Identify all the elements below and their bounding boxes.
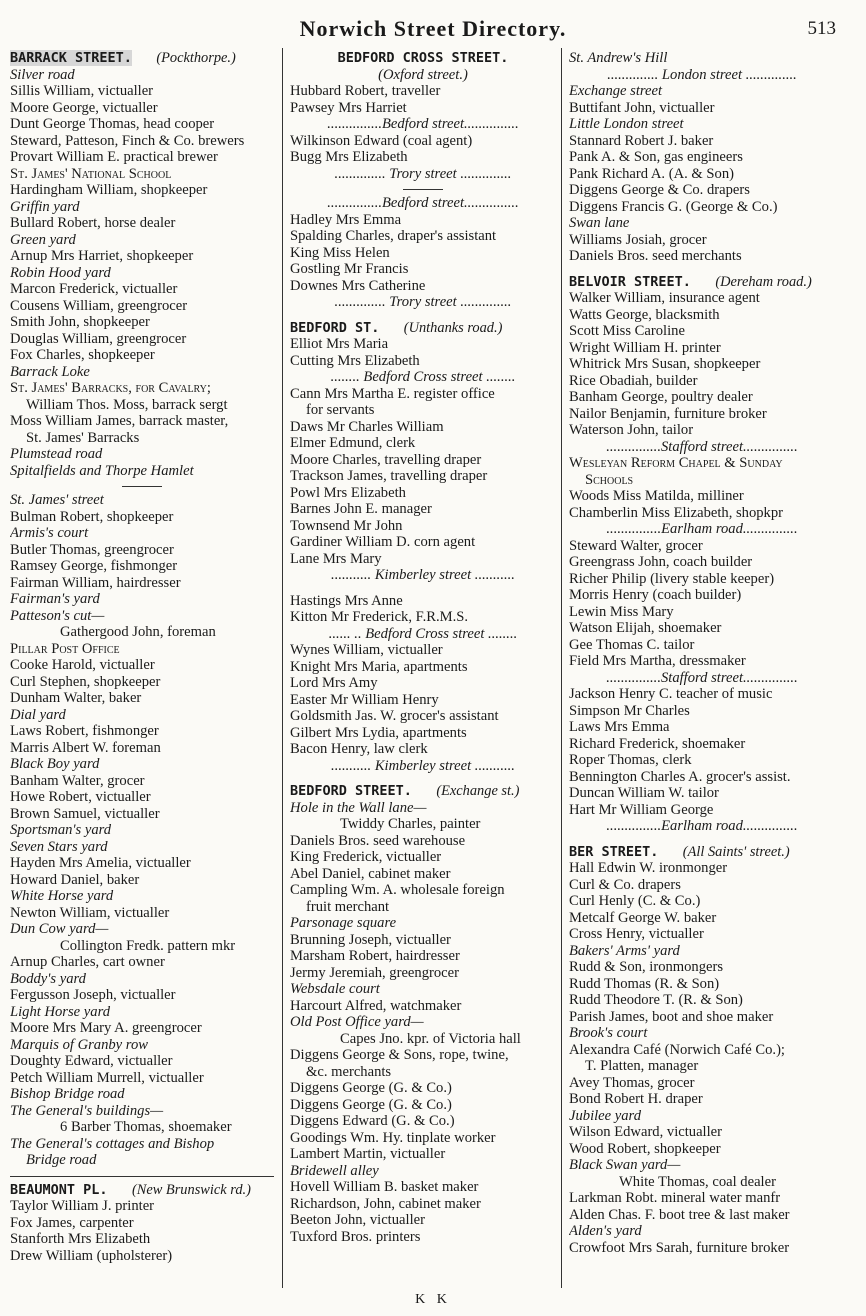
directory-entry: Brunning Joseph, victualler <box>290 931 451 948</box>
street-locality: (Pockthorpe.) <box>156 50 236 66</box>
cross-street-marker: ...............Bedford street............... <box>327 116 519 132</box>
directory-entry: Bacon Henry, law clerk <box>290 741 428 757</box>
directory-entry: Simpson Mr Charles <box>569 702 690 719</box>
location-subheading: White Horse yard <box>10 888 114 904</box>
directory-entry: Pawsey Mrs Harriet <box>290 99 407 116</box>
directory-entry: Buttifant John, victualler <box>569 99 715 116</box>
location-subheading: Griffin yard <box>10 198 80 215</box>
section-gap <box>569 835 835 844</box>
directory-entry: Fox Charles, shopkeeper <box>10 347 155 363</box>
directory-entry: Morris Henry (coach builder) <box>569 587 742 603</box>
directory-entry: Pillar Post Office <box>10 640 120 657</box>
directory-entry: Cousens William, greengrocer <box>10 297 188 314</box>
page-header <box>8 16 858 44</box>
directory-entry: Crowfoot Mrs Sarah, furniture broker <box>569 1239 790 1256</box>
directory-entry: Alden Chas. F. boot tree & last maker <box>569 1206 790 1223</box>
directory-entry: Capes Jno. kpr. of Victoria hall <box>340 1030 521 1047</box>
cross-street-marker: .............. Trory street .............. <box>334 294 512 310</box>
location-subheading: Alden's yard <box>569 1223 642 1239</box>
directory-entry: Steward, Patteson, Finch & Co. brewers <box>10 132 245 149</box>
cross-street-marker: .............. Trory street .............. <box>334 165 512 182</box>
directory-entry: Lewin Miss Mary <box>569 603 674 620</box>
directory-entry: Ramsey George, fishmonger <box>10 558 178 574</box>
location-subheading: Brook's court <box>569 1025 648 1041</box>
directory-entry: Scott Miss Caroline <box>569 323 685 339</box>
directory-entry: Avey Thomas, grocer <box>569 1074 695 1091</box>
directory-entry: Gathergood John, foreman <box>60 624 216 640</box>
directory-entry: Marcon Frederick, victualler <box>10 281 178 297</box>
directory-entry: Sillis William, victualler <box>10 83 154 99</box>
directory-entry: Walker William, insurance agent <box>569 290 760 306</box>
directory-entry: Laws Robert, fishmonger <box>10 723 159 739</box>
directory-entry: Curl Henly (C. & Co.) <box>569 893 701 909</box>
directory-entry: Schools <box>585 471 634 488</box>
directory-entry: Whitrick Mrs Susan, shopkeeper <box>569 356 761 372</box>
directory-entry: Marris Albert W. foreman <box>10 739 161 756</box>
directory-entry: Pank A. & Son, gas engineers <box>569 149 743 165</box>
location-subheading: Spitalfields and Thorpe Hamlet <box>10 462 194 479</box>
cross-street-marker: ........... Kimberley street ........... <box>331 567 515 583</box>
location-subheading: Black Boy yard <box>10 756 100 772</box>
directory-entry: Pank Richard A. (A. & Son) <box>569 165 734 182</box>
directory-entry: Moss William James, barrack master, <box>10 413 229 429</box>
directory-entry: Arnup Charles, cart owner <box>10 954 165 970</box>
street-name: BELVOIR STREET. <box>569 273 691 290</box>
directory-entry: 6 Barber Thomas, shoemaker <box>60 1119 232 1135</box>
street-heading <box>290 320 556 337</box>
directory-entry: King Miss Helen <box>290 244 390 261</box>
directory-entry: Tuxford Bros. printers <box>290 1228 421 1245</box>
directory-entry: Hayden Mrs Amelia, victualler <box>10 855 191 871</box>
directory-entry: Elmer Edmund, clerk <box>290 435 416 451</box>
directory-entry: Cooke Harold, victualler <box>10 657 155 673</box>
directory-entry: Richardson, John, cabinet maker <box>290 1195 481 1212</box>
directory-entry: Fairman William, hairdresser <box>10 574 181 591</box>
directory-entry: Goodings Wm. Hy. tinplate worker <box>290 1129 496 1146</box>
directory-entry: Gee Thomas C. tailor <box>569 636 695 653</box>
location-subheading: Bakers' Arms' yard <box>569 942 680 959</box>
directory-entry: Hastings Mrs Anne <box>290 592 403 609</box>
directory-entry: King Frederick, victualler <box>290 849 442 865</box>
directory-entry: Fergusson Joseph, victualler <box>10 987 176 1003</box>
directory-entry: Lord Mrs Amy <box>290 675 378 691</box>
location-subheading: Jubilee yard <box>569 1107 641 1124</box>
directory-entry: Campling Wm. A. wholesale foreign <box>290 882 505 898</box>
directory-entry: Howe Robert, victualler <box>10 789 151 805</box>
section-divider <box>403 189 443 190</box>
directory-entry: Hardingham William, shopkeeper <box>10 182 208 198</box>
directory-entry: Harcourt Alfred, watchmaker <box>290 997 462 1014</box>
directory-entry: Watts George, blacksmith <box>569 306 720 323</box>
column-divider <box>282 48 283 1288</box>
directory-entry: Provart William E. practical brewer <box>10 149 218 165</box>
directory-entry: Wesleyan Reform Chapel & Sunday <box>569 455 783 471</box>
location-subheading: Sportsman's yard <box>10 822 112 838</box>
directory-entry: Stannard Robert J. baker <box>569 132 714 149</box>
directory-entry: Dunt George Thomas, head cooper <box>10 116 215 132</box>
directory-entry: St. James' National School <box>10 165 172 182</box>
directory-entry: Cutting Mrs Elizabeth <box>290 352 420 369</box>
page-number: 513 <box>807 18 836 39</box>
location-subheading: Green yard <box>10 231 76 248</box>
directory-entry: Hart Mr William George <box>569 801 714 818</box>
directory-entry: Diggens Francis G. (George & Co.) <box>569 198 778 215</box>
directory-entry: Daws Mr Charles William <box>290 418 444 435</box>
directory-entry: Banham George, poultry dealer <box>569 389 753 405</box>
directory-entry: Bulman Robert, shopkeeper <box>10 508 174 525</box>
page-title: Norwich Street Directory. <box>299 16 567 41</box>
directory-entry: Moore George, victualler <box>10 99 158 116</box>
location-subheading: Fairman's yard <box>10 591 100 607</box>
street-heading <box>569 274 835 291</box>
location-subheading: Little London street <box>569 116 684 132</box>
directory-entry: Bennington Charles A. grocer's assist. <box>569 768 791 785</box>
directory-entry: Diggens Edward (G. & Co.) <box>290 1113 455 1129</box>
street-locality: (New Brunswick rd.) <box>131 1181 251 1198</box>
cross-street-marker: ...............Bedford street............... <box>327 195 519 211</box>
directory-entry: Trackson James, travelling draper <box>290 468 488 484</box>
street-locality: (All Saints' street.) <box>682 843 790 860</box>
location-subheading: Black Swan yard— <box>569 1157 681 1173</box>
directory-entry: Butler Thomas, greengrocer <box>10 541 174 558</box>
directory-entry: Curl & Co. drapers <box>569 876 681 893</box>
section-gap <box>290 311 556 320</box>
directory-entry: Brown Samuel, victualler <box>10 805 160 822</box>
street-heading <box>569 844 835 861</box>
directory-entry: Townsend Mr John <box>290 517 403 534</box>
directory-entry: Gilbert Mrs Lydia, apartments <box>290 724 467 741</box>
directory-entry: Collington Fredk. pattern mkr <box>60 937 236 954</box>
directory-entry: Goldsmith Jas. W. grocer's assistant <box>290 708 499 724</box>
location-subheading: Dun Cow yard— <box>10 921 109 937</box>
directory-entry: Parish James, boot and shoe maker <box>569 1008 774 1025</box>
directory-entry: Lambert Martin, victualler <box>290 1146 446 1162</box>
location-subheading: Patteson's cut— <box>10 607 105 624</box>
directory-entry: Banham Walter, grocer <box>10 772 145 789</box>
directory-entry: Daniels Bros. seed warehouse <box>290 832 466 849</box>
directory-entry: Metcalf George W. baker <box>569 909 717 926</box>
street-name: BEDFORD CROSS STREET. <box>337 50 509 66</box>
directory-entry: Bugg Mrs Elizabeth <box>290 149 408 165</box>
location-subheading: Armis's court <box>10 525 89 541</box>
directory-entry: Arnup Mrs Harriet, shopkeeper <box>10 248 194 264</box>
directory-entry: Douglas William, greengrocer <box>10 330 187 347</box>
directory-entry: Diggens George & Sons, rope, twine, <box>290 1047 509 1063</box>
directory-entry: Diggens George (G. & Co.) <box>290 1080 452 1096</box>
directory-entry: Diggens George & Co. drapers <box>569 182 750 198</box>
location-subheading: (Oxford street.) <box>378 66 468 83</box>
directory-entry: Knight Mrs Maria, apartments <box>290 658 468 675</box>
directory-entry: Bullard Robert, horse dealer <box>10 215 176 231</box>
directory-entry: Diggens George (G. & Co.) <box>290 1096 452 1113</box>
directory-entry: Dunham Walter, baker <box>10 690 142 706</box>
directory-entry: St. James' Barracks <box>26 429 140 446</box>
directory-entry: Alexandra Café (Norwich Café Co.); <box>569 1041 785 1058</box>
directory-entry: Rice Obadiah, builder <box>569 372 698 389</box>
location-subheading: Parsonage square <box>290 915 397 931</box>
street-name: BER STREET. <box>569 843 659 860</box>
directory-entry: Daniels Bros. seed merchants <box>569 248 742 264</box>
cross-street-marker: ........... Kimberley street ........... <box>331 757 515 774</box>
section-divider <box>10 1176 274 1177</box>
directory-entry: Waterson John, tailor <box>569 422 694 438</box>
directory-entry: Hadley Mrs Emma <box>290 211 402 228</box>
cross-street-marker: ...............Earlham road............... <box>606 818 798 834</box>
street-heading <box>10 50 274 67</box>
location-subheading: Seven Stars yard <box>10 838 108 855</box>
directory-entry: Doughty Edward, victualler <box>10 1053 173 1069</box>
street-name: BARRACK STREET. <box>10 50 132 66</box>
directory-entry: Cann Mrs Martha E. register office <box>290 385 495 402</box>
location-subheading: Silver road <box>10 66 75 83</box>
directory-entry: St. James' Barracks, for Cavalry; <box>10 380 211 396</box>
column-right <box>569 50 835 1256</box>
street-name: BEDFORD ST. <box>290 319 380 336</box>
directory-entry: Downes Mrs Catherine <box>290 277 426 294</box>
street-heading <box>10 1182 274 1199</box>
directory-entry: Gostling Mr Francis <box>290 261 409 277</box>
directory-entry: Wright William H. printer <box>569 339 721 356</box>
cross-street-marker: ...............Stafford street............... <box>606 438 798 455</box>
directory-entry: Moore Mrs Mary A. greengrocer <box>10 1020 202 1036</box>
directory-entry: Abel Daniel, cabinet maker <box>290 865 451 882</box>
location-subheading: St. Andrew's Hill <box>569 50 668 66</box>
directory-entry: Wynes William, victualler <box>290 642 443 658</box>
directory-entry: Twiddy Charles, painter <box>340 816 481 832</box>
directory-entry: Williams Josiah, grocer <box>569 231 707 248</box>
signature-mark: K K <box>415 1292 451 1307</box>
directory-entry: Smith John, shopkeeper <box>10 314 150 330</box>
location-subheading: Old Post Office yard— <box>290 1014 424 1030</box>
street-locality: (Unthanks road.) <box>403 319 503 336</box>
column-middle <box>290 50 556 1245</box>
directory-entry: Curl Stephen, shopkeeper <box>10 673 161 690</box>
directory-entry: Field Mrs Martha, dressmaker <box>569 653 746 669</box>
directory-entry: Chamberlin Miss Elizabeth, shopkpr <box>569 504 784 521</box>
directory-entry: Richard Frederick, shoemaker <box>569 735 746 752</box>
directory-entry: Rudd & Son, ironmongers <box>569 959 724 975</box>
location-subheading: Plumstead road <box>10 446 103 462</box>
directory-entry: Fox James, carpenter <box>10 1214 134 1231</box>
directory-entry: Hovell William B. basket maker <box>290 1179 479 1195</box>
directory-entry: Kitton Mr Frederick, F.R.M.S. <box>290 609 469 625</box>
directory-entry: Steward Walter, grocer <box>569 537 703 554</box>
directory-entry: Elliot Mrs Maria <box>290 336 389 352</box>
cross-street-marker: ...... .. Bedford Cross street ........ <box>328 625 518 642</box>
directory-entry: Gardiner William D. corn agent <box>290 534 476 550</box>
directory-entry: Laws Mrs Emma <box>569 719 670 735</box>
location-subheading: Hole in the Wall lane— <box>290 799 427 816</box>
cross-street-marker: .............. London street .............. <box>607 66 797 83</box>
street-heading <box>290 783 556 800</box>
cross-street-marker: ...............Stafford street............... <box>606 669 798 686</box>
directory-entry: Drew William (upholsterer) <box>10 1247 173 1264</box>
location-subheading: The General's cottages and Bishop <box>10 1135 215 1152</box>
directory-entry: Bond Robert H. draper <box>569 1091 703 1107</box>
directory-entry: Howard Daniel, baker <box>10 871 140 888</box>
location-subheading: Barrack Loke <box>10 363 90 380</box>
section-gap <box>290 774 556 783</box>
directory-entry: Barnes John E. manager <box>290 501 432 517</box>
directory-entry: Beeton John, victualler <box>290 1212 425 1228</box>
location-subheading: Bishop Bridge road <box>10 1086 125 1102</box>
directory-entry: Cross Henry, victualler <box>569 926 704 942</box>
street-locality: (Dereham road.) <box>715 273 812 290</box>
directory-entry: Rudd Thomas (R. & Son) <box>569 975 720 992</box>
directory-entry: Greengrass John, coach builder <box>569 554 753 570</box>
directory-entry: fruit merchant <box>306 898 390 915</box>
directory-entry: Duncan William W. tailor <box>569 785 719 801</box>
directory-entry: Spalding Charles, draper's assistant <box>290 228 497 244</box>
location-subheading: Marquis of Granby row <box>10 1036 148 1053</box>
location-subheading: Bridewell alley <box>290 1162 379 1179</box>
street-heading <box>290 50 556 67</box>
directory-entry: Wilson Edward, victualler <box>569 1124 723 1140</box>
directory-entry: Larkman Robt. mineral water manfr <box>569 1190 781 1206</box>
street-name: BEDFORD STREET. <box>290 783 412 799</box>
directory-entry: Petch William Murrell, victualler <box>10 1069 204 1086</box>
cross-street-marker: ........ Bedford Cross street ........ <box>330 369 516 385</box>
directory-entry: White Thomas, coal dealer <box>619 1173 776 1190</box>
directory-entry: Easter Mr William Henry <box>290 691 439 708</box>
location-subheading: Swan lane <box>569 215 630 231</box>
street-name: BEAUMONT PL. <box>10 1181 108 1198</box>
directory-entry: &c. merchants <box>306 1063 392 1080</box>
column-left <box>10 50 274 1264</box>
section-gap <box>569 265 835 274</box>
location-subheading: Dial yard <box>10 706 66 723</box>
location-subheading: Bridge road <box>26 1152 97 1168</box>
directory-entry: Newton William, victualler <box>10 904 170 921</box>
directory-entry: T. Platten, manager <box>585 1058 699 1074</box>
section-divider <box>122 486 162 487</box>
location-subheading: Boddy's yard <box>10 970 86 987</box>
directory-entry: Moore Charles, travelling draper <box>290 451 482 468</box>
location-subheading: Exchange street <box>569 83 663 99</box>
directory-entry: Taylor William J. printer <box>10 1198 155 1214</box>
directory-entry: Rudd Theodore T. (R. & Son) <box>569 992 743 1008</box>
location-subheading: Light Horse yard <box>10 1003 110 1020</box>
directory-entry: William Thos. Moss, barrack sergt <box>26 396 228 413</box>
directory-entry: Nailor Benjamin, furniture broker <box>569 405 767 422</box>
location-subheading: The General's buildings— <box>10 1102 164 1119</box>
directory-entry: Richer Philip (livery stable keeper) <box>569 570 775 587</box>
column-divider <box>561 48 562 1288</box>
directory-entry: Watson Elijah, shoemaker <box>569 620 722 636</box>
directory-entry: Powl Mrs Elizabeth <box>290 484 406 501</box>
directory-entry: Wilkinson Edward (coal agent) <box>290 132 473 149</box>
directory-entry: Jermy Jeremiah, greengrocer <box>290 964 459 981</box>
directory-entry: Jackson Henry C. teacher of music <box>569 686 773 702</box>
directory-entry: Hall Edwin W. ironmonger <box>569 860 728 876</box>
directory-entry: Roper Thomas, clerk <box>569 752 692 768</box>
directory-entry: Lane Mrs Mary <box>290 550 382 567</box>
directory-entry: Wood Robert, shopkeeper <box>569 1140 721 1157</box>
directory-entry: Marsham Robert, hairdresser <box>290 948 460 964</box>
directory-entry: for servants <box>306 402 375 418</box>
cross-street-marker: ...............Earlham road............... <box>606 521 798 537</box>
directory-entry: Woods Miss Matilda, milliner <box>569 488 744 504</box>
section-gap <box>290 584 556 593</box>
location-subheading: St. James' street <box>10 492 104 508</box>
directory-entry: Hubbard Robert, traveller <box>290 83 441 99</box>
location-subheading: Robin Hood yard <box>10 264 111 281</box>
directory-entry: Stanforth Mrs Elizabeth <box>10 1231 151 1247</box>
location-subheading: Websdale court <box>290 981 380 997</box>
street-locality: (Exchange st.) <box>436 783 520 799</box>
